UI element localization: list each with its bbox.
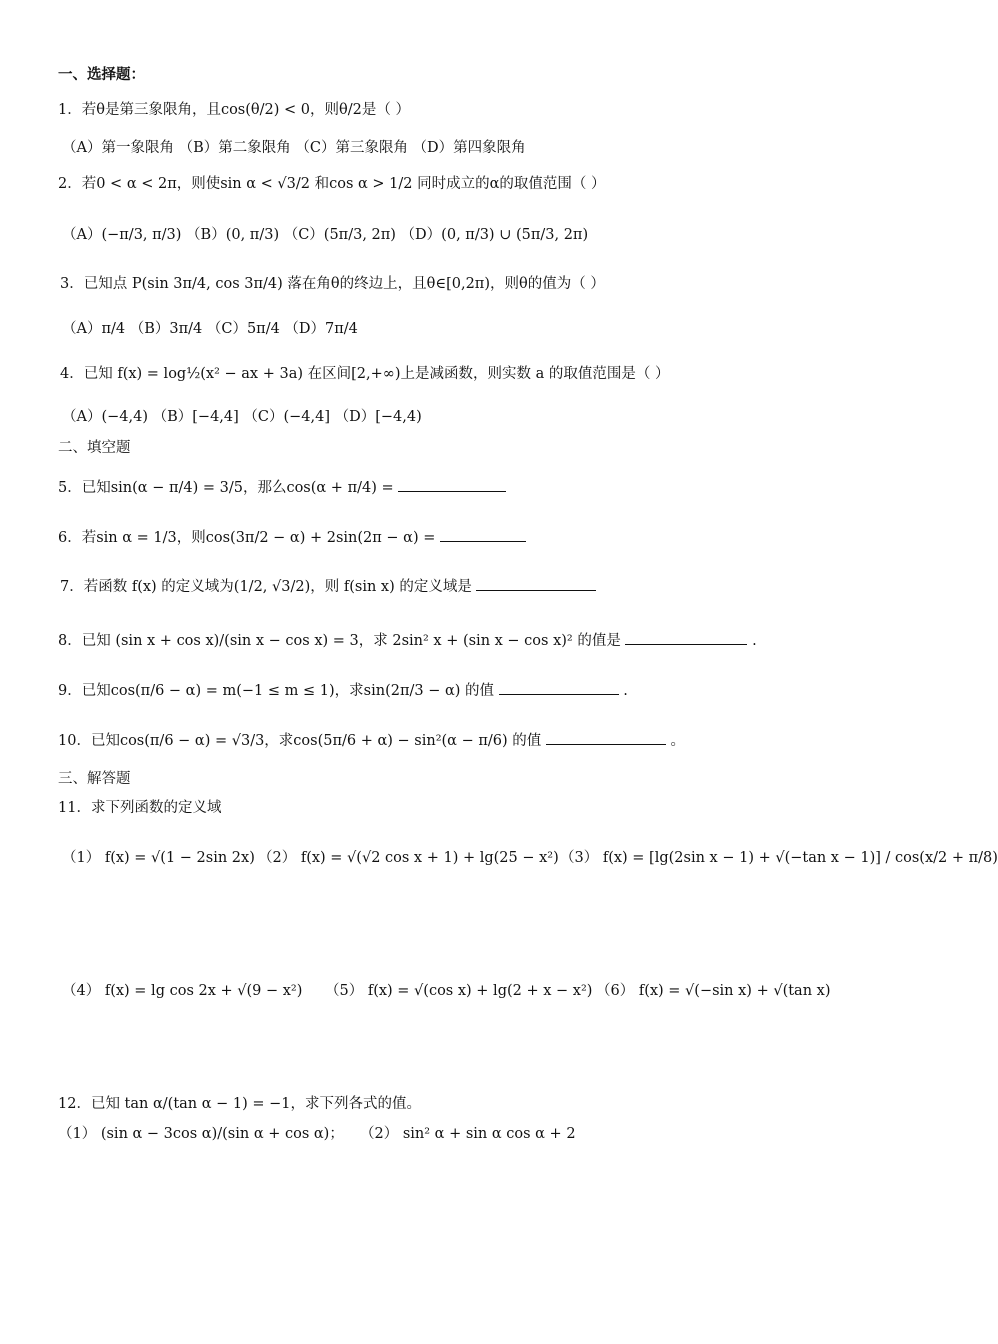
question-1-options: （A）第一象限角 （B）第二象限角 （C）第三象限角 （D）第四象限角 [62, 140, 526, 156]
answer-blank [476, 590, 596, 591]
question-7-stem: 7．若函数 f(x) 的定义域为(1/2, √3/2)，则 f(sin x) 的定义域是 [60, 579, 472, 595]
answer-blank [546, 744, 666, 745]
question-3-stem: 3．已知点 P(sin 3π/4, cos 3π/4) 落在角θ的终边上，且θ∈[0,2π)，则θ的值为（ ） [60, 276, 605, 292]
question-5-stem: 5．已知sin(α − π/4) = 3/5，那么cos(α + π/4) = [58, 480, 394, 496]
question-12-part-2: （2） sin² α + sin α cos α + 2 [360, 1126, 576, 1142]
question-10-row [58, 734, 685, 749]
section-answer-title: 三、解答题 [58, 771, 131, 787]
answer-blank [440, 541, 526, 542]
question-11-part-5: （5） f(x) = √(cos x) + lg(2 + x − x²) [325, 983, 593, 999]
question-12-part-1: （1） (sin α − 3cos α)/(sin α + cos α)； [58, 1126, 344, 1142]
question-6-stem: 6．若sin α = 1/3，则cos(3π/2 − α) + 2sin(2π − α) = [58, 530, 436, 546]
answer-blank [398, 491, 506, 492]
question-8-stem: 8．已知 (sin x + cos x)/(sin x − cos x) = 3，求 2sin² x + (sin x − cos x)² 的值是 [58, 633, 621, 649]
question-11-stem: 11．求下列函数的定义域 [58, 800, 222, 816]
question-10-stem: 10．已知cos(π/6 − α) = √3/3，求cos(5π/6 + α) − sin²(α − π/6) 的值 [58, 733, 542, 749]
question-7-row [60, 580, 596, 595]
question-8-row [58, 634, 757, 649]
question-11-part-3: （3） f(x) = [lg(2sin x − 1) + √(−tan x − 1)] / cos(x/2 + π/8) [560, 850, 998, 866]
question-4-options: （A）(−4,4) （B）[−4,4] （C）(−4,4] （D）[−4,4) [62, 409, 422, 425]
question-10-end: 。 [670, 733, 685, 749]
question-4-stem: 4．已知 f(x) = log½(x² − ax + 3a) 在区间[2,+∞)上是减函数，则实数 a 的取值范围是（ ） [60, 366, 670, 382]
question-5-row [58, 481, 506, 496]
question-9-row [58, 684, 628, 699]
answer-blank [625, 644, 747, 645]
section-choice-title: 一、选择题： [58, 66, 145, 83]
question-6-row [58, 531, 526, 546]
question-2-options: （A）(−π/3, π/3) （B）(0, π/3) （C）(5π/3, 2π) （D）(0, π/3) ∪ (5π/3, 2π) [62, 227, 589, 243]
question-8-end: . [752, 633, 757, 649]
question-1-stem: 1．若θ是第三象限角，且cos(θ/2) < 0，则θ/2是（ ） [58, 102, 410, 118]
question-2-stem: 2．若0 < α < 2π，则使sin α < √3/2 和cos α > 1/2 同时成立的α的取值范围（ ） [58, 176, 606, 192]
question-9-end: . [623, 683, 628, 699]
question-11-part-2: （2） f(x) = √(√2 cos x + 1) + lg(25 − x²) [258, 850, 559, 866]
section-fill-title: 二、填空题 [58, 440, 131, 456]
question-9-stem: 9．已知cos(π/6 − α) = m(−1 ≤ m ≤ 1)，求sin(2π/3 − α) 的值 [58, 683, 495, 699]
question-12-stem: 12．已知 tan α/(tan α − 1) = −1，求下列各式的值。 [58, 1096, 422, 1112]
question-11-part-4: （4） f(x) = lg cos 2x + √(9 − x²) [62, 983, 303, 999]
question-3-options: （A）π/4 （B）3π/4 （C）5π/4 （D）7π/4 [62, 321, 358, 337]
question-11-part-6: （6） f(x) = √(−sin x) + √(tan x) [596, 983, 831, 999]
answer-blank [499, 694, 619, 695]
question-11-part-1: （1） f(x) = √(1 − 2sin 2x) [62, 850, 255, 866]
